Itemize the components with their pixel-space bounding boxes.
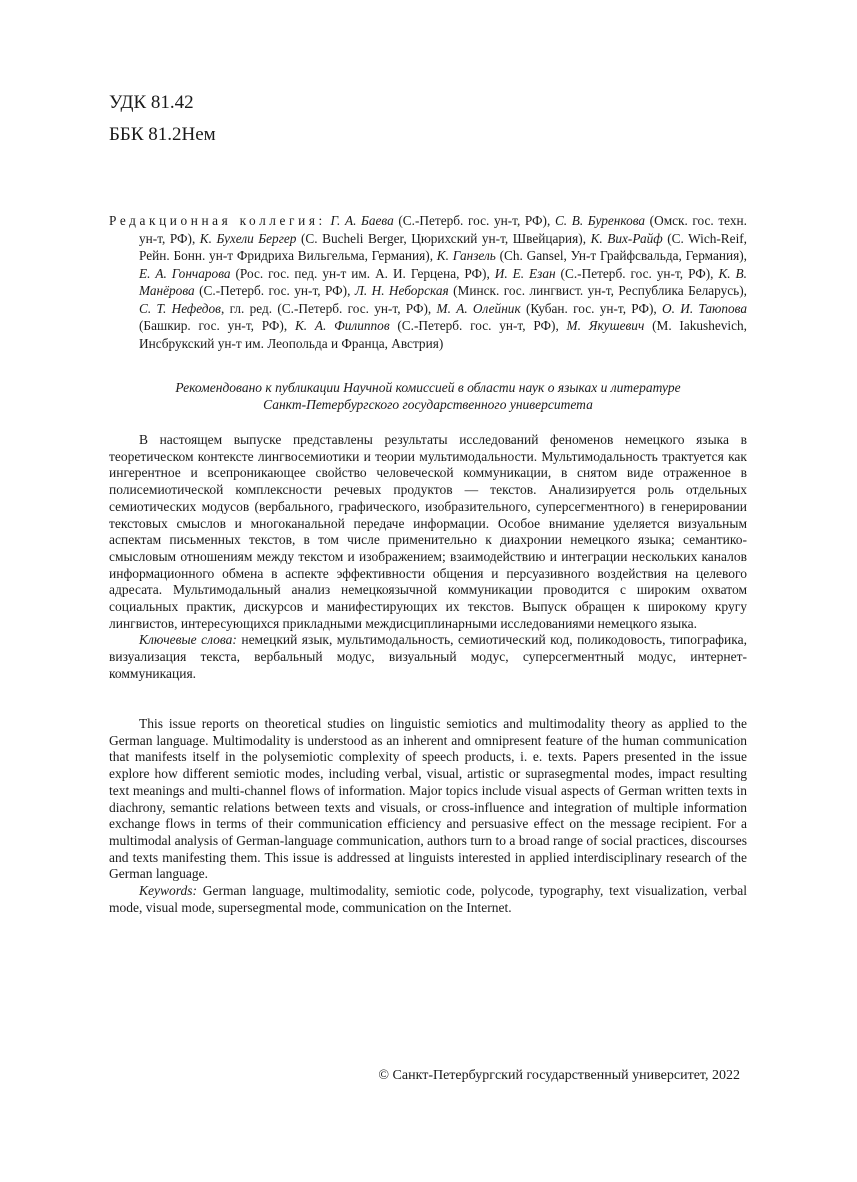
editorial-board-label: Редакционная коллегия: (109, 213, 326, 228)
board-member-affiliation: (C. Wich-Reif, Рейн. Бонн. ун-т Фридриха Вильгельма, Германия), (139, 230, 748, 263)
board-member-affiliation: (M. Iakushevich, Инсбрукский ун-т им. Леопольда и Франца, Австрия) (139, 318, 747, 351)
board-member-affiliation: , гл. ред. (С.-Петерб. гос. ун-т, РФ), (220, 300, 437, 316)
board-member-affiliation: (Омск. гос. техн. ун-т, РФ), (139, 213, 747, 246)
board-member-name: К. В. Манёрова (139, 265, 748, 298)
keywords-ru-list: немецкий язык, мультимодальность, семиотический код, поликодовость, типографика, визуализация текста, вербальный модус, визуальный модус, суперсегментный модус, интернет-коммуникация. (109, 632, 747, 681)
board-member-affiliation: (Кубан. гос. ун-т, РФ), (520, 300, 663, 316)
keywords-en-label: Keywords: (139, 883, 197, 899)
board-member-name: К. Бухели Бергер (199, 230, 297, 246)
abstract-ru-text: В настоящем выпуске представлены результаты исследований феноменов немецкого языка в теоретическом контексте лингвосемиотики и теории мультимодальности. Мультимодальность трактуется как ингерентное и всепроникающее свойство человеческой коммуникации, в снятом виде отраженное в полисемиотической комплексности речевых продуктов — текстов. Анализируется роль отдельных семиотических модусов (вербального, графического, изобразительного, суперсегментного) в генерировании текстовых смыслов и многоканальной передаче информации. Особое внимание уделяется визуальным аспектам письменных текстов, в том числе применительно к диахронии немецкого языка; семантико-смысловым отношениям между текстом и изображением; взаимодействию и интеграции нескольких каналов информационного обмена в аспекте эффективности общения и персуазивного воздействия на целевого адресата. Мультимодальный анализ немецкоязычной коммуникации проводится с широким охватом социальных практик, дискурсов и манифестирующих их текстов. Выпуск обращен к широкому кругу лингвистов, интересующихся прикладными междисциплинарными исследованиями немецкого языка. (109, 432, 747, 631)
board-member-affiliation: (Минск. гос. лингвист. ун-т, Республика Беларусь), (448, 283, 747, 298)
board-member-affiliation: (Ch. Gansel, Ун-т Грайфсвальда, Германия), (495, 248, 747, 263)
board-member-name: С. Т. Нефедов (139, 300, 221, 316)
publication-recommendation (109, 379, 747, 413)
keywords-en (109, 883, 747, 916)
board-member-name: М. А. Олейник (436, 300, 521, 316)
board-member-affiliation: (Башкир. гос. ун-т, РФ), (139, 318, 295, 333)
board-member-name: К. А. Филиппов (294, 318, 390, 333)
abstract-english (109, 716, 747, 916)
keywords-en-list: German language, multimodality, semiotic code, polycode, typography, text visualization, verbal mode, visual mode, supersegmental mode, communication on the Internet. (109, 883, 747, 915)
recommendation-line: Санкт-Петербургского государственного университета (263, 397, 593, 412)
board-member-name: С. В. Буренкова (554, 213, 646, 228)
board-member-name: Л. Н. Неборская (354, 283, 449, 298)
board-member-affiliation: (С.-Петерб. гос. ун-т, РФ), (389, 318, 567, 333)
board-member-affiliation: (С.-Петерб. гос. ун-т, РФ), (555, 265, 719, 281)
board-members (139, 213, 747, 351)
recommendation-line: Рекомендовано к публикации Научной комиссией в области наук о языках и литературе (175, 380, 681, 395)
abstract-russian (109, 432, 747, 683)
board-member-name: К. Вих-Райф (590, 230, 663, 246)
keywords-ru (109, 632, 747, 682)
keywords-ru-label: Ключевые слова: (139, 632, 237, 648)
board-member-name: Г. А. Баева (330, 213, 394, 228)
board-member-affiliation: (С. Bucheli Berger, Цюрихский ун-т, Швейцария), (296, 230, 591, 246)
editorial-board (109, 212, 747, 352)
copyright-notice: © Санкт-Петербургский государственный университет, 2022 (378, 1068, 740, 1083)
board-member-affiliation: (С.-Петерб. гос. ун-т, РФ), (393, 213, 555, 228)
bbk-code: ББК 81.2Нем (109, 124, 216, 145)
board-member-name: И. Е. Езан (494, 265, 556, 281)
udk-code: УДК 81.42 (109, 92, 194, 113)
board-member-affiliation: (С.-Петерб. гос. ун-т, РФ), (194, 283, 355, 298)
board-member-name: Е. А. Гончарова (139, 265, 231, 281)
board-member-name: К. Ганзель (436, 248, 496, 263)
board-member-name: М. Якушевич (566, 318, 645, 333)
board-member-name: О. И. Таюпова (662, 300, 747, 316)
board-member-affiliation: (Рос. гос. пед. ун-т им. А. И. Герцена, РФ), (230, 265, 495, 281)
abstract-en-text: This issue reports on theoretical studies on linguistic semiotics and multimodality theory as applied to the German language. Multimodality is understood as an inherent and omnipresent feature of the human communication that manifests itself in the polysemiotic complexity of speech products, i. e. texts. Papers presented in the issue explore how different semiotic modes, including verbal, visual, artistic or suprasegmental modes, impact resulting text meanings and multi-channel flows of information. Major topics include visual aspects of German written texts in diachrony, semantic relations between texts and visuals, or cross-influence and integration of multiple information exchange flows in terms of their communication efficiency and persuasive effect on the message recipient. For a multimodal analysis of German-language communication, authors turn to a broad range of social practices, discourses and texts manifesting them. This issue is addressed at linguists interested in applied interdisciplinary research of the German language. (109, 716, 747, 882)
